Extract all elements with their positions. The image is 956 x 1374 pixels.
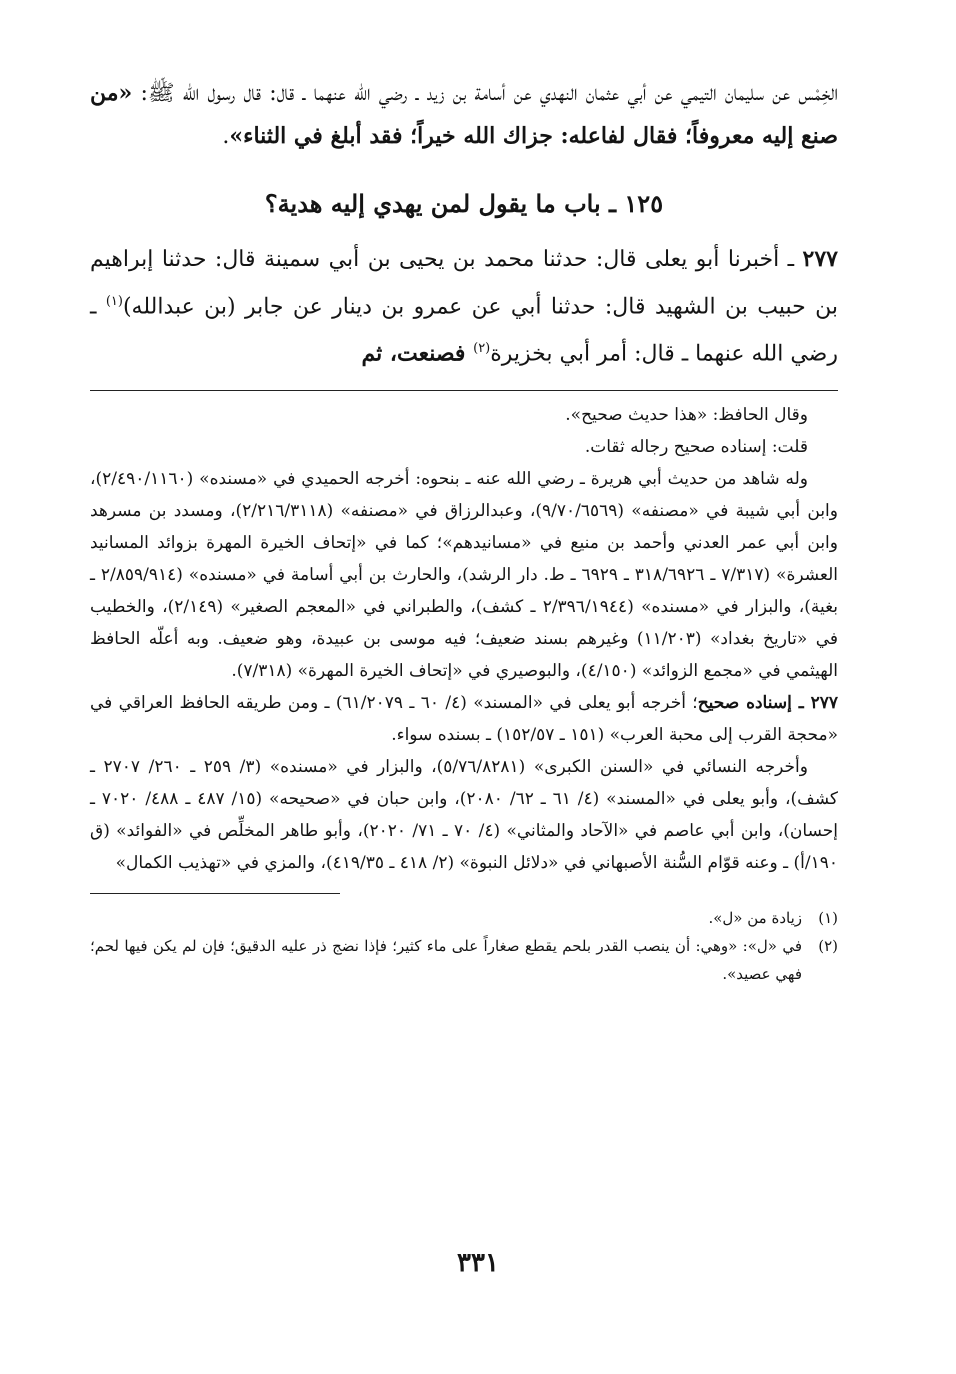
note-shahid: وله شاهد من حديث أبي هريرة ـ رضي الله عنه ـ بنحوه: أخرجه الحميدي في «مسنده» (٢/٤٩٠/١١٦٠)، وابن أبي شيبة في «مصنفه» (٩/٧٠/٦٥٦٩)، وعبدالرزاق في «مصنفه» (٢/٢١٦/٣١١٨)، ومسدد بن مسرهد وابن أبي عمر العدني وأحمد بن منيع في «مسانيدهم»؛ كما في «إتحاف الخيرة المهرة بزوائد المسانيد العشرة» (٧/٣١٧ ـ ٣١٨/٦٩٢٦ ـ ٦٩٢٩ ـ ط. دار الرشد)، والحارث بن أبي أسامة في «مسنده» (٢/٨٥٩/٩١٤ ـ بغية)، والبزار في «مسنده» (٢/٣٩٦/١٩٤٤ ـ كشف)، والطبراني في «المعجم الصغير» (٢/١٤٩)، والخطيب في «تاريخ بغداد» (١١/٢٠٣) وغيرهم بسند ضعيف؛ فيه موسى بن عبيدة، وهو ضعيف. وبه أعلّه الحافظ الهيثمي في «مجمع الزوائد» (٤/١٥٠)، والبوصيري في «إتحاف الخيرة المهرة» (٧/٣١٨). (90, 468, 839, 681)
footnotes (90, 904, 838, 988)
hadith-277 (90, 238, 838, 376)
hadith-number: ٢٧٧ (802, 246, 838, 272)
footnote-2 (90, 932, 838, 988)
footnote-text: في «ل»: «وهي: أن ينصب القدر بلحم يقطع صغاراً على ماء كثير؛ فإذا نضج ذر عليه الدقيق؛ فإن لم يكن فيها لحم؛ فهي عصيد». (90, 936, 802, 983)
note-277-text: ؛ أخرجه أبو يعلى في «المسند» (٤/ ٦٠ ـ ٦١/٢٠٧٩) ـ ومن طريقه الحافظ العراقي في «محجة القرب إلى محبة العرب» (١٥١ ـ ١٥٢/٥٧) ـ بسنده سواء. (90, 692, 838, 745)
footnote-ref-1[interactable]: (١) (105, 294, 123, 309)
opening-paragraph (90, 72, 838, 158)
hadith-text-b: ـ رضي الله عنهما ـ قال: أمر أبي بخزيرة (90, 294, 838, 367)
note-takhrij: وأخرجه النسائي في «السنن الكبرى» (٥/٧٦/٨٢٨١)، والبزار في «مسنده» (٣/ ٢٥٩ ـ ٢٦٠/ ٢٧٠٧ ـ كشف)، وأبو يعلى في «المسند» (٤/ ٦١ ـ ٦٢/ ٢٠٨٠)، وابن حبان في «صحيحه» (١٥/ ٤٨٧ ـ ٤٨٨/ ٧٠٢٠ ـ إحسان)، وابن أبي عاصم في «الآحاد والمثاني» (٤/ ٧٠ ـ ٧١/ ٢٠٢٠)، وأبو طاهر المخلِّص في «الفوائد» (ق ١٩٠/أ) ـ وعنه قوّام السُّنة الأصبهاني في «دلائل النبوة» (٢/ ٤١٨ ـ ٤١٩/٣٥)، والمزي في «تهذيب الكمال» (90, 756, 838, 873)
footnotes-divider (90, 893, 340, 894)
hadith-text-c: فصنعت، ثم (361, 340, 474, 367)
commentary-notes (90, 399, 838, 879)
hadith-text-a: ـ أخبرنا أبو يعلى قال: حدثنا محمد بن يحيى بن أبي سمينة قال: حدثنا إبراهيم بن حبيب بن الشهيد قال: حدثنا أبي عن عمرو بن دينار عن جابر (بن عبدالله) (90, 247, 838, 320)
hadith-quote: «من صنع إليه معروفاً؛ فقال لفاعله: جزاك الله خيراً؛ فقد أبلغ في الثناء» (90, 80, 838, 149)
note-277 (90, 687, 838, 751)
page-body (90, 72, 838, 988)
note-hafiz: وقال الحافظ: «هذا حديث صحيح». (565, 404, 808, 425)
notes-divider (90, 390, 838, 391)
note-277-label: ـ إسناده صحيح (697, 692, 811, 713)
footnote-number: (١) (818, 908, 838, 927)
note-isnad: قلت: إسناده صحيح رجاله ثقات. (584, 436, 808, 457)
page-number: ٣٣١ (457, 1248, 499, 1278)
footnote-text: زيادة من «ل». (708, 908, 802, 927)
footnote-number: (٢) (818, 936, 838, 955)
note-277-number: ٢٧٧ (810, 692, 838, 713)
footnote-ref-2[interactable]: (٢) (473, 341, 491, 357)
footnote-1 (90, 904, 838, 932)
main-text (90, 72, 838, 158)
chapter-title: ١٢٥ ـ باب ما يقول لمن يهدي إليه هدية؟ (264, 189, 664, 218)
opening-text: الخِمْس عن سليمان التيمي عن أبي عثمان النهدي عن أسامة بن زيد ـ رضي الله عنهما ـ قال: قال رسول الله ﷺ: (132, 81, 838, 106)
opening-end: . (222, 124, 230, 149)
